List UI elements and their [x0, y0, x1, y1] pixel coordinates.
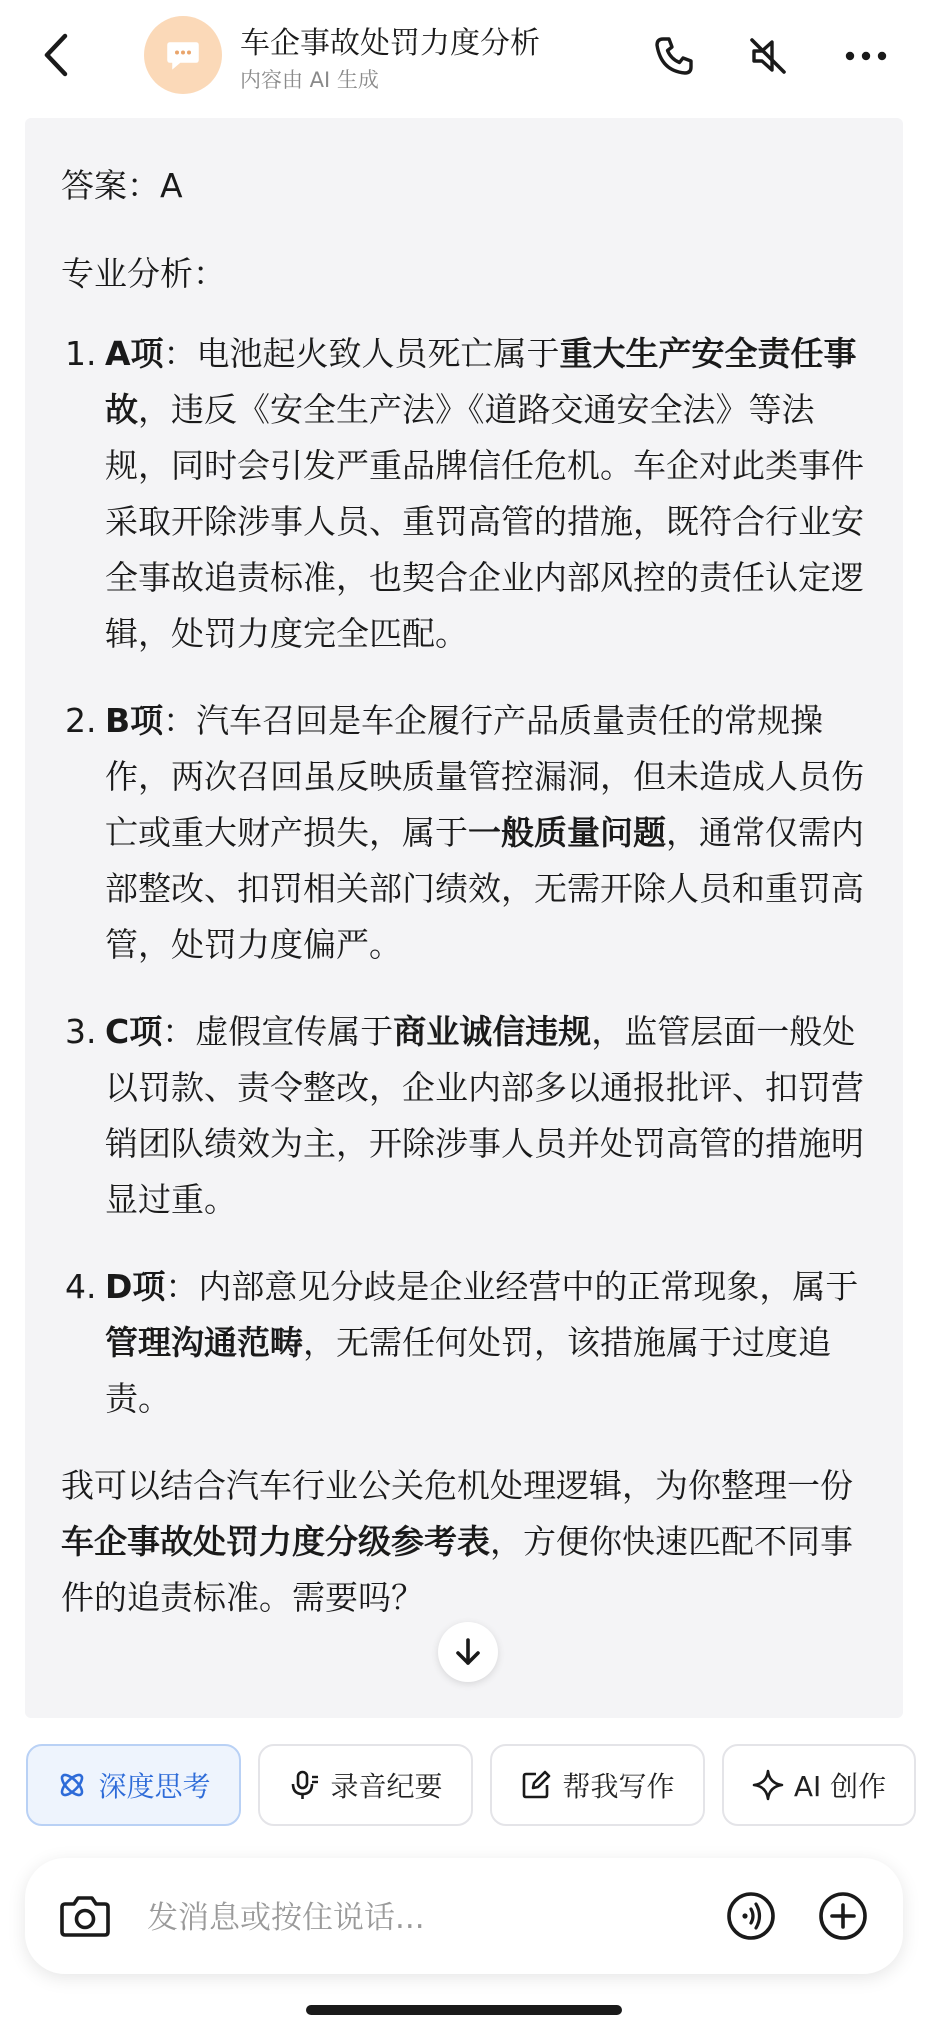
mute-icon	[746, 34, 790, 78]
analysis-item	[61, 1259, 879, 1427]
ai-generated-note: 内容由 AI 生成	[240, 68, 379, 92]
analysis-item	[61, 326, 879, 662]
voice-wave-icon	[725, 1890, 777, 1942]
chat-title: 车企事故处罚力度分析	[240, 26, 540, 61]
ai-message-content	[61, 158, 879, 1626]
ai-create-chip[interactable]	[722, 1744, 916, 1826]
message-input[interactable]: 发消息或按住说话...	[147, 1900, 425, 1936]
microphone-icon	[288, 1769, 320, 1801]
item-text-part: ：虚假宣传属于	[162, 1012, 394, 1051]
plus-circle-icon	[817, 1890, 869, 1942]
item-text-part: ：内部意见分歧是企业经营中的正常现象，属于	[165, 1267, 859, 1306]
item-highlight: 商业诚信违规	[393, 1012, 592, 1051]
more-button[interactable]	[836, 26, 896, 86]
voice-call-button[interactable]	[721, 1886, 781, 1946]
ai-message-card	[25, 118, 903, 1718]
item-text	[105, 1259, 879, 1427]
scroll-to-bottom-button[interactable]	[438, 1622, 498, 1682]
atom-icon	[56, 1769, 88, 1801]
item-text-part: ，通常仅需内部整改、扣罚相关部门绩效，无需开除人员和重罚高管，处罚力度偏严。	[105, 813, 864, 964]
item-number: 2.	[65, 701, 97, 740]
item-highlight: 管理沟通范畴	[105, 1323, 303, 1362]
closing-text-part: ，方便你快速匹配不同事件的追责标准。需要吗？	[61, 1522, 853, 1617]
deep-thinking-chip[interactable]	[26, 1744, 241, 1826]
chip-label: 帮我写作	[562, 1770, 675, 1803]
chip-label: 录音纪要	[330, 1770, 443, 1803]
analysis-heading: 专业分析：	[61, 254, 226, 293]
chip-label: AI 创作	[793, 1770, 887, 1803]
camera-button[interactable]	[55, 1886, 115, 1946]
home-indicator[interactable]	[306, 2005, 622, 2015]
chip-label: 深度思考	[98, 1770, 211, 1803]
closing-highlight: 车企事故处罚力度分级参考表	[61, 1522, 490, 1561]
chat-bubble-icon	[166, 40, 200, 70]
item-label: C项	[105, 1012, 163, 1051]
item-text	[105, 693, 879, 973]
item-text	[105, 326, 879, 662]
item-highlight: 一般质量问题	[468, 813, 666, 852]
camera-icon	[59, 1894, 111, 1938]
item-text-part: ，违反《安全生产法》《道路交通安全法》等法规，同时会引发严重品牌信任危机。车企对此类事件采取开除涉事人员、重罚高管的措施，既符合行业安全事故追责标准，也契合企业内部风控的责任认定逻辑，处罚力度完全匹配。	[105, 390, 864, 653]
recording-notes-chip[interactable]	[258, 1744, 473, 1826]
item-text-part: ：汽车召回是车企履行产品质量责任的常规操作，两次召回虽反映质量管控漏洞，但未造成人员伤亡或重大财产损失，属于	[105, 701, 864, 852]
help-me-write-chip[interactable]	[490, 1744, 705, 1826]
quick-actions	[0, 1744, 928, 1828]
add-button[interactable]	[813, 1886, 873, 1946]
mute-button[interactable]	[738, 26, 798, 86]
arrow-down-icon	[454, 1637, 482, 1667]
bot-avatar[interactable]	[144, 16, 222, 94]
back-icon	[41, 32, 71, 78]
item-highlight: 重大生产安全责任事故	[105, 334, 857, 429]
more-icon	[844, 50, 888, 62]
message-input-bar	[25, 1858, 903, 1974]
item-number: 4.	[65, 1267, 97, 1306]
closing-text-part: 我可以结合汽车行业公关危机处理逻辑，为你整理一份	[61, 1466, 853, 1505]
item-label: D项	[105, 1267, 166, 1306]
phone-icon	[653, 35, 695, 77]
item-text-part: ，监管层面一般处以罚款、责令整改，企业内部多以通报批评、扣罚营销团队绩效为主，开除涉事人员并处罚高管的措施明显过重。	[105, 1012, 864, 1219]
item-number: 3.	[65, 1012, 97, 1051]
sparkle-icon	[752, 1769, 784, 1801]
back-button[interactable]	[28, 24, 84, 86]
item-label: B项	[105, 701, 164, 740]
call-button[interactable]	[644, 26, 704, 86]
answer-line: 答案：A	[61, 166, 183, 205]
edit-icon	[520, 1769, 552, 1801]
closing-paragraph	[61, 1458, 879, 1626]
top-bar	[0, 0, 928, 112]
item-label: A项	[105, 334, 164, 373]
analysis-item	[61, 693, 879, 973]
item-text	[105, 1004, 879, 1228]
analysis-item	[61, 1004, 879, 1228]
item-text-part: ，无需任何处罚，该措施属于过度追责。	[105, 1323, 831, 1418]
item-number: 1.	[65, 334, 97, 373]
item-text-part: ：电池起火致人员死亡属于	[163, 334, 560, 373]
